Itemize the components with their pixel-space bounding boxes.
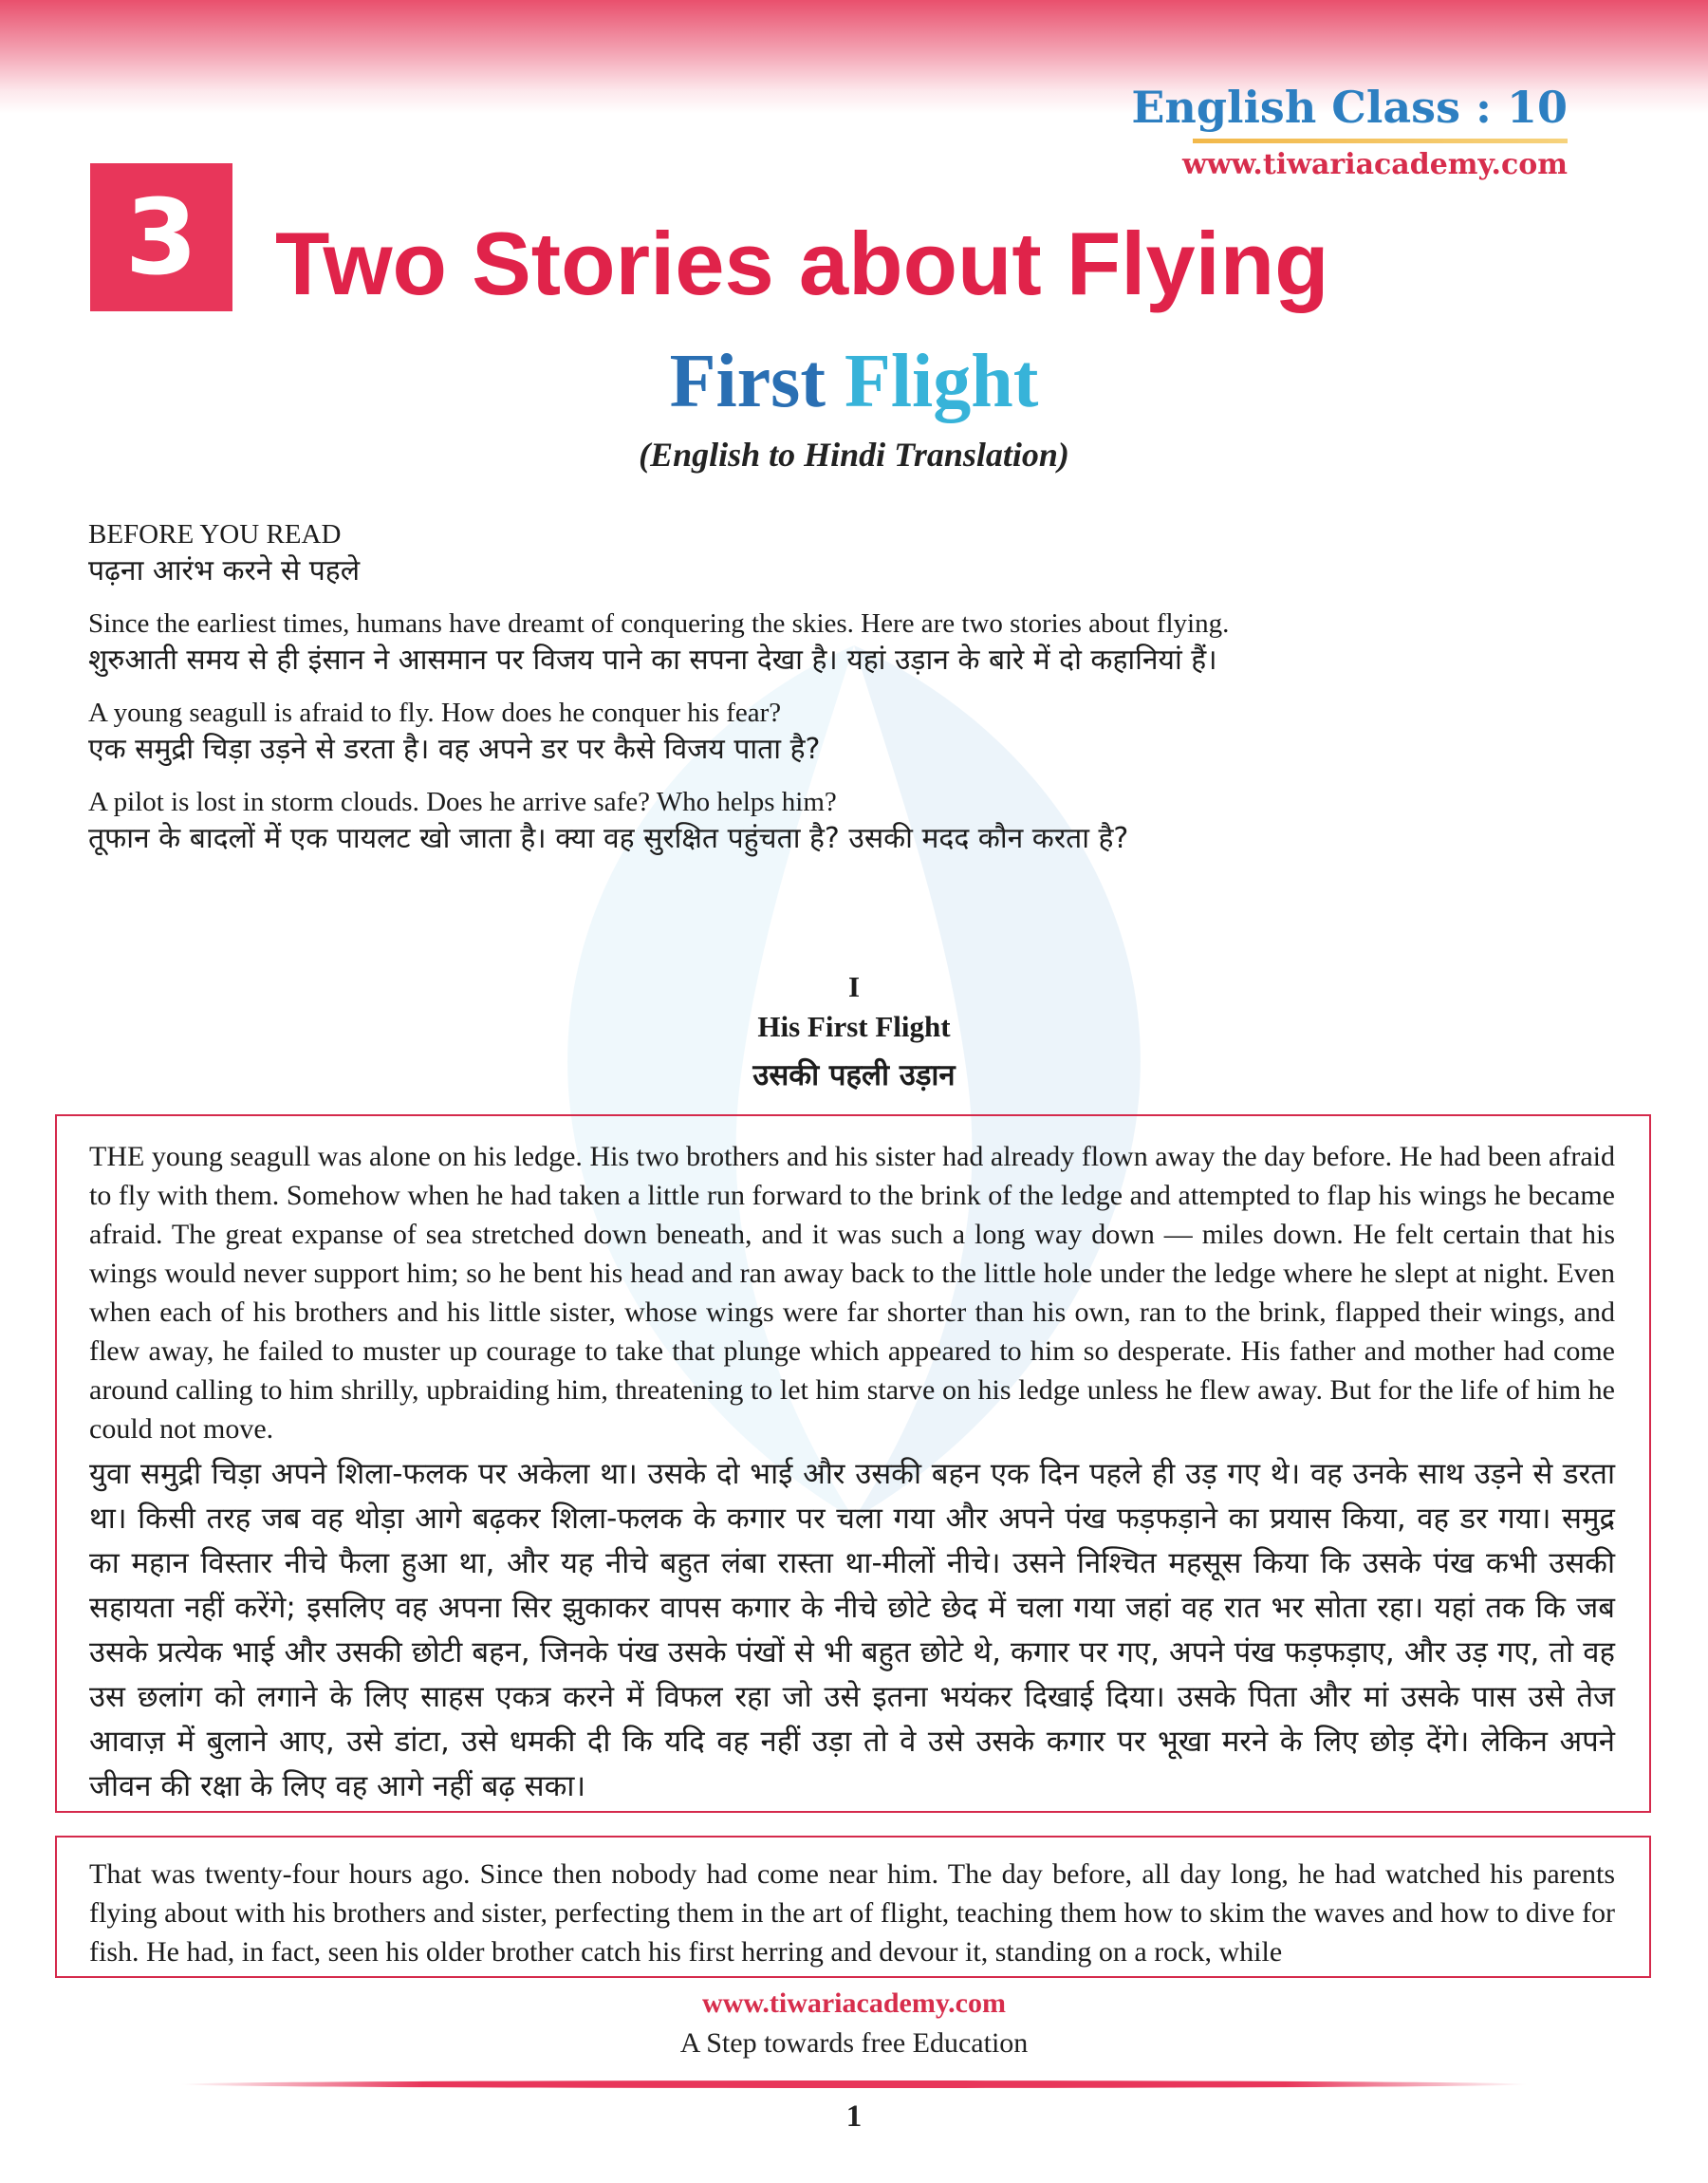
header-website-link[interactable]: www.tiwariacademy.com	[1181, 148, 1568, 181]
translation-note: (English to Hindi Translation)	[639, 436, 1069, 474]
subtitle-word-flight: Flight	[844, 340, 1039, 423]
passage-english: That was twenty-four hours ago. Since then nobody had come near him. The day before, all day long, he had watched his parents flying about with his brothers and sister, perfecting them in the art of flight, teaching them how to skim the waves and how to dive for fish. He had, in fact, seen his older brother catch his first herring and devour it, standing on a rock, while	[89, 1858, 1615, 1968]
intro-question-hi: एक समुद्री चिड़ा उड़ने से डरता है। वह अपने डर पर कैसे विजय पाता है?	[88, 733, 821, 766]
before-you-read	[88, 517, 1625, 859]
intro-question-hi: तूफान के बादलों में एक पायलट खो जाता है। क्या वह सुरक्षित पहुंचता है? उसकी मदद कौन करता है?	[88, 822, 1129, 855]
subtitle-word-first: First	[669, 340, 826, 423]
chapter-title: Two Stories about Flying	[275, 214, 1329, 313]
class-label-underline	[1193, 139, 1568, 143]
section-title-hindi: उसकी पहली उड़ान	[752, 1058, 956, 1092]
passage-english: THE young seagull was alone on his ledge. His two brothers and his sister had already flown away the day before. He had been afraid to fly with them. Somehow when he had taken a little run forward to the brink of the ledge and attempted to flap his wings he became afraid. The great expanse of sea stretched down beneath, and it was such a long way down — miles down. He felt certain that his wings would never support him; so he bent his head and ran away back to the little hole under the ledge where he slept at night. Even when each of his brothers and his little sister, whose wings were far shorter than his own, ran to the brink, flapped their wings, and flew away, he failed to muster up courage to take that plunge which appeared to him so desperate. His father and mother had come around calling to him shrilly, upbraiding him, threatening to let him starve on his ledge unless he flew away. But for the life of him he could not move.	[89, 1141, 1615, 1445]
intro-question-en: A pilot is lost in storm clouds. Does he arrive safe? Who helps him?	[88, 787, 837, 817]
footer-website-link[interactable]: www.tiwariacademy.com	[702, 1987, 1006, 2019]
before-you-read-heading: BEFORE YOU READ	[88, 519, 342, 550]
section-title: His First Flight	[757, 1010, 951, 1043]
book-subtitle	[0, 339, 1708, 425]
before-you-read-heading-hindi: पढ़ना आरंभ करने से पहले	[88, 554, 361, 588]
intro-question-en: Since the earliest times, humans have dreamt of conquering the skies. Here are two stories about flying.	[88, 608, 1230, 639]
footer-tagline: A Step towards free Education	[679, 2027, 1029, 2059]
intro-question-hi: शुरुआती समय से ही इंसान ने आसमान पर विजय पाने का सपना देखा है। यहां उड़ान के बारे में दो कहानियां हैं।	[88, 644, 1217, 677]
chapter-number: 3	[124, 177, 198, 298]
page-number: 1	[845, 2099, 863, 2134]
chapter-number-badge	[90, 163, 232, 311]
footer-divider	[180, 2080, 1528, 2088]
passage-hindi: युवा समुद्री चिड़ा अपने शिला-फलक पर अकेला था। उसके दो भाई और उसकी बहन एक दिन पहले ही उड़ गए थे। वह उनके साथ उड़ने से डरता था। किसी तरह जब वह थोड़ा आगे बढ़कर शिला-फलक के कगार पर चला गया और अपने पंख फड़फड़ाने का प्रयास किया, वह डर गया। समुद्र का महान विस्तार नीचे फैला हुआ था, और यह नीचे बहुत लंबा रास्ता था-मीलों नीचे। उसने निश्चित महसूस किया कि उसके पंख कभी उसकी सहायता नहीं करेंगे; इसलिए वह अपना सिर झुकाकर वापस कगार के नीचे छोटे छेद में चला गया जहां वह रात भर सोता रहा। यहां तक कि जब उसके प्रत्येक भाई और उसकी छोटी बहन, जिनके पंख उसके पंखों से भी बहुत छोटे थे, कगार पर गए, अपने पंख फड़फड़ाए, और उड़ गए, तो वह उस छलांग को लगाने के लिए साहस एकत्र करने में विफल रहा जो उसे इतना भयंकर दिखाई दिया। उसके पिता और मां उसके पास उसे तेज आवाज़ में बुलाने आए, उसे डांटा, उसे धमकी दी कि यदि वह नहीं उड़ा तो वे उसे उसके कगार पर भूखा मरने के लिए छोड़ देंगे। लेकिन अपने जीवन की रक्षा के लिए वह आगे नहीं बढ़ सका।	[89, 1457, 1615, 1803]
passage-box	[55, 1836, 1651, 1978]
intro-question-en: A young seagull is afraid to fly. How does he conquer his fear?	[88, 698, 782, 728]
section-numeral: I	[847, 970, 861, 1003]
class-label: English Class : 10	[1131, 82, 1568, 133]
passage-box	[55, 1114, 1651, 1813]
